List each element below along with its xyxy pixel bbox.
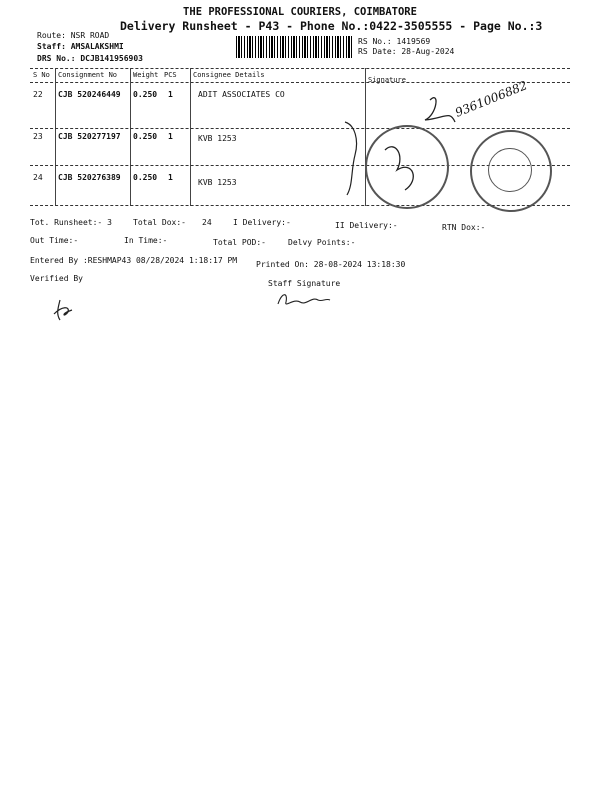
row-weight: 0.250 (133, 90, 158, 99)
out-time: Out Time:- (30, 236, 79, 245)
stamp-inner-ring (488, 148, 532, 192)
total-dox-value: 24 (202, 218, 212, 227)
rs-number: RS No.: 1419569 (358, 37, 431, 46)
col-pcs: PCS (164, 71, 177, 79)
row-consignee: KVB 1253 (198, 134, 237, 143)
total-pod: Total POD:- (213, 238, 266, 247)
row-pcs: 1 (168, 90, 173, 99)
verified-by: Verified By (30, 274, 83, 283)
row-consignment: CJB 520246449 (58, 90, 121, 99)
staff-label: Staff: AMSALAKSHMI (37, 42, 124, 51)
row-consignment: CJB 520277197 (58, 132, 121, 141)
route-label: Route: NSR ROAD (37, 31, 110, 40)
in-time: In Time:- (124, 236, 168, 245)
row-pcs: 1 (168, 173, 173, 182)
rs-date: RS Date: 28-Aug-2024 (358, 47, 455, 56)
col-consignee: Consignee Details (193, 71, 265, 79)
i-delivery: I Delivery:- (233, 218, 291, 227)
column-rule (190, 68, 191, 206)
staff-signature-label: Staff Signature (268, 279, 341, 288)
barcode (236, 36, 354, 58)
row-consignee: KVB 1253 (198, 178, 237, 187)
col-signature: Signature (368, 76, 406, 84)
col-sno: S No (33, 71, 50, 79)
company-title: THE PROFESSIONAL COURIERS, COIMBATORE (183, 6, 417, 18)
stamp-left-seal (365, 125, 449, 209)
col-weight: Weight (133, 71, 159, 79)
entered-by: Entered By :RESHMAP43 08/28/2024 1:18:17 PM (30, 256, 238, 265)
total-dox-label: Total Dox:- (133, 218, 186, 227)
column-rule (55, 68, 56, 206)
divider (30, 68, 570, 69)
row-consignee: ADIT ASSOCIATES CO (198, 90, 285, 99)
row-sno: 23 (33, 132, 43, 141)
delvy-points: Delvy Points:- (288, 238, 356, 247)
printed-on: Printed On: 28-08-2024 13:18:30 (256, 260, 406, 269)
row-consignment: CJB 520276389 (58, 173, 121, 182)
verifier-signature (50, 296, 90, 326)
drs-number: DRS No.: DCJB141956903 (37, 54, 143, 63)
row-weight: 0.250 (133, 173, 158, 182)
runsheet-subtitle: Delivery Runsheet - P43 - Phone No.:0422-3505555 - Page No.:3 (120, 19, 543, 33)
row-pcs: 1 (168, 132, 173, 141)
row-sno: 22 (33, 90, 43, 99)
total-runsheet: Tot. Runsheet:- 3 (30, 218, 112, 227)
ii-delivery: II Delivery:- (335, 221, 398, 230)
row-weight: 0.250 (133, 132, 158, 141)
rtn-dox: RTN Dox:- (442, 223, 486, 232)
column-rule (130, 68, 131, 206)
row-sno: 24 (33, 173, 43, 182)
col-consignment: Consignment No (58, 71, 118, 79)
handwritten-phone: 9361006882 (453, 78, 530, 120)
staff-signature (272, 288, 332, 312)
